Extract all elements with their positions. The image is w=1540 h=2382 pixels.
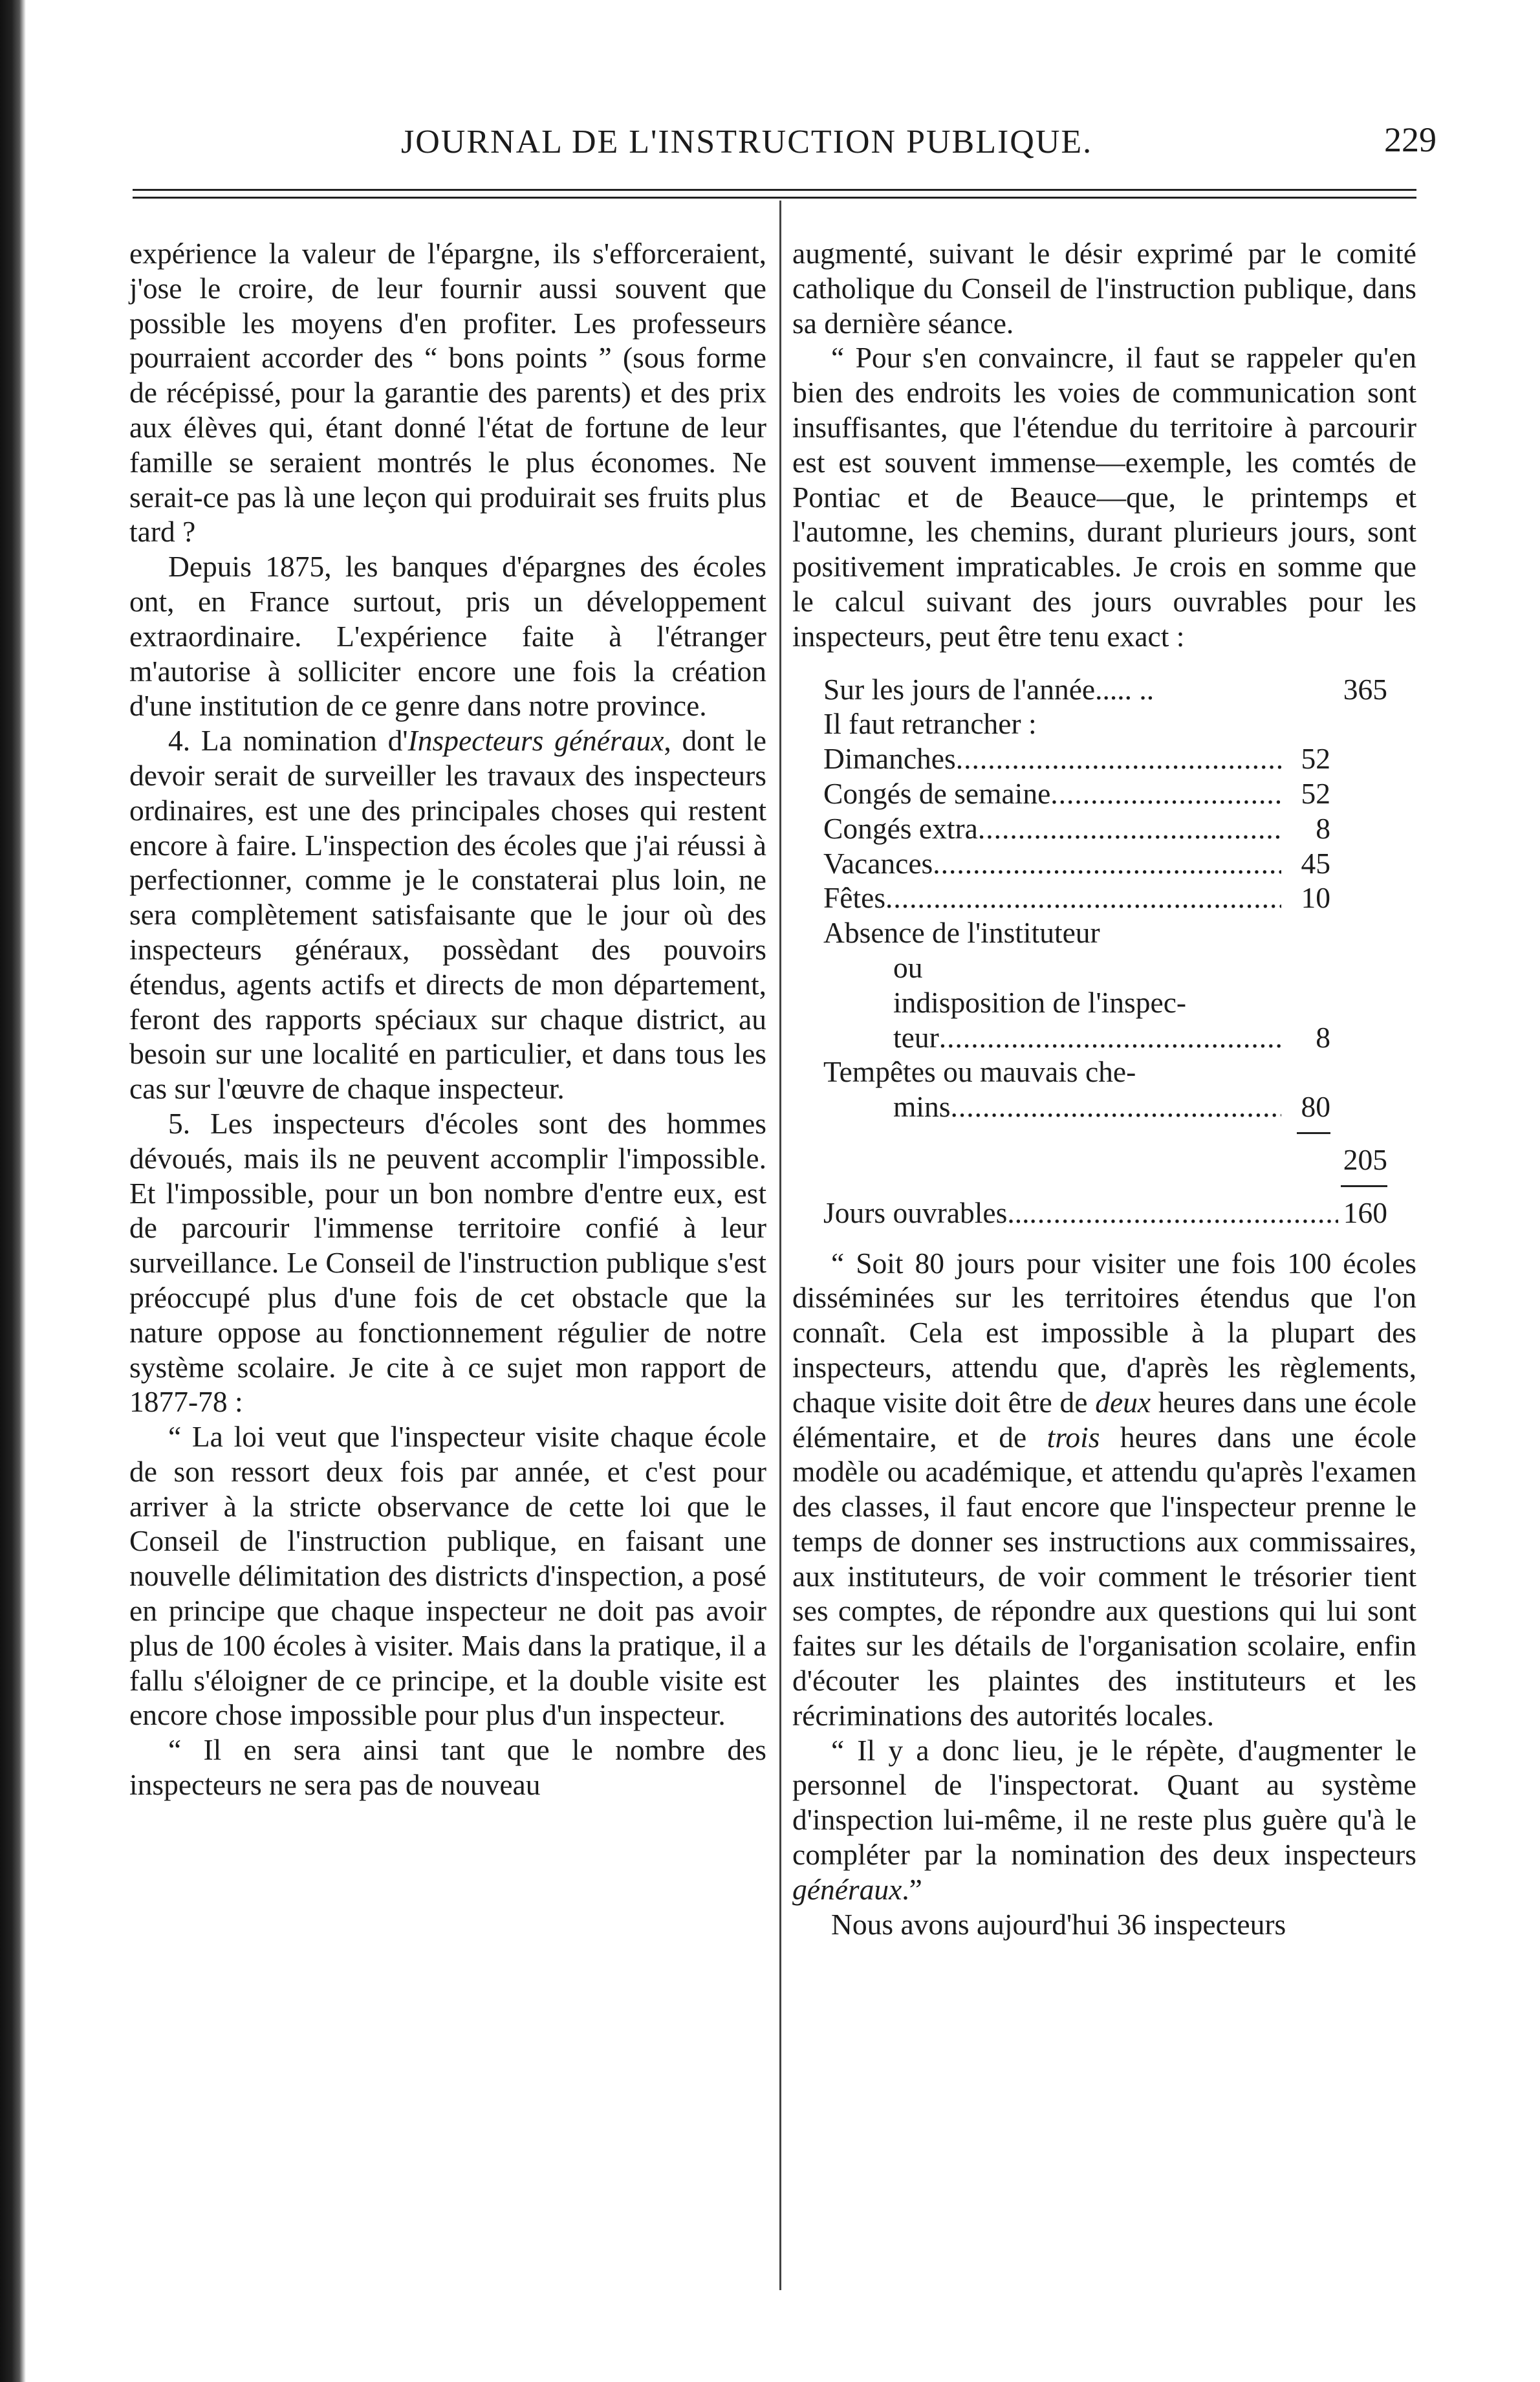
text-run: 4. La nomination d' xyxy=(168,724,408,758)
text-run: “ Il y a donc lieu, je le répète, d'augmenter le personnel de l'inspectorat. Quant au système d'inspection lui-même, il ne reste plus guère qu'à le compléter par la nomination des deux inspecteurs xyxy=(792,1733,1416,1872)
working-days-table xyxy=(823,672,1387,1230)
table-label: ou xyxy=(893,950,923,984)
table-row xyxy=(823,1089,1387,1124)
text-run: .” xyxy=(902,1872,922,1906)
table-row xyxy=(823,706,1387,741)
italic-text: Inspecteurs généraux xyxy=(407,724,664,758)
page-number: 229 xyxy=(1384,120,1437,159)
table-value: 80 xyxy=(1301,1090,1330,1124)
table-row xyxy=(823,950,1387,985)
paragraph: expérience la valeur de l'épargne, ils s'efforceraient, j'ose le croire, de leur fournir aussi souvent que possible les moyens d'en profiter. Les professeurs pourraient accorder des “ bons points ” (sous forme de récépissé, pour la garantie des parents) et des prix aux élèves qui, étant donné l'état de fortune de leur famille se seraient montrés le plus économes. Ne serait-ce pas là une leçon qui produirait ses fruits plus tard ? xyxy=(129,237,766,549)
text-run: heures dans une école modèle ou académique, et attendu qu'après l'examen des classes, il faut encore que l'inspecteur prenne le temps de donner ses instructions aux commissaires, aux instituteurs, de voir comment le trésorier tient ses comptes, de répondre aux questions qui lui sont faites sur les détails de l'organisation scolaire, enfin d'écouter les plaintes des instituteurs et les récriminations des autorités locales. xyxy=(792,1420,1416,1732)
table-value: 10 xyxy=(1301,881,1330,915)
column-divider xyxy=(779,201,781,2290)
italic-text: deux xyxy=(1095,1385,1151,1419)
italic-text: généraux xyxy=(792,1872,902,1906)
table-row xyxy=(823,1196,1387,1230)
table-value: 45 xyxy=(1301,846,1330,880)
paragraph: “ La loi veut que l'inspecteur visite chaque école de son ressort deux fois par année, et c'est pour arriver à la stricte observance de cette loi que le Conseil de l'instruction publique, en faisant une nouvelle délimitation des districts d'inspection, a posé en principe que chaque inspecteur ne doit pas avoir plus de 100 écoles à visiter. Mais dans la pratique, il a fallu s'éloigner de ce principe, et la double visite est encore chose impossible pour plus d'un inspecteur. xyxy=(129,1420,766,1732)
table-row xyxy=(823,1020,1387,1055)
paragraph: Depuis 1875, les banques d'épargnes des écoles ont, en France surtout, pris un développement extraordinaire. L'expérience faite à l'étranger m'autorise à solliciter encore une fois la création d'une institution de ce genre dans notre province. xyxy=(129,550,766,723)
table-label: Vacances xyxy=(823,846,933,880)
italic-text: trois xyxy=(1047,1420,1100,1454)
table-row xyxy=(823,985,1387,1020)
sum-rule xyxy=(823,1124,1387,1142)
sum-rule xyxy=(823,1177,1387,1196)
table-label: Fêtes xyxy=(823,881,886,915)
table-label: Jours ouvrables... xyxy=(823,1196,1030,1229)
table-label: Congés extra xyxy=(823,811,978,845)
paragraph xyxy=(792,1733,1416,1907)
paragraph: Nous avons aujourd'hui 36 inspecteurs xyxy=(831,1907,1286,1941)
paragraph: “ Pour s'en convaincre, il faut se rappeler qu'en bien des endroits les voies de communication sont insuffisantes, que l'étendue du territoire à parcourir est est souvent immense—exemple, les comtés de Pontiac et de Beauce—que, le printemps et l'automne, les chemins, durant plurieurs jours, sont positivement impraticables. Je crois en somme que le calcul suivant des jours ouvrables pour les inspecteurs, peut être tenu exact : xyxy=(792,341,1416,653)
running-header: JOURNAL DE L'INSTRUCTION PUBLIQUE. xyxy=(401,124,1093,160)
table-label: Sur les jours de l'année..... .. xyxy=(823,672,1155,706)
table-value: 52 xyxy=(1301,776,1330,810)
table-label: Absence de l'instituteur xyxy=(823,916,1100,950)
table-label: mins xyxy=(893,1090,951,1124)
table-row xyxy=(823,846,1387,881)
table-row xyxy=(823,811,1387,846)
left-column xyxy=(129,236,766,1802)
table-value: 8 xyxy=(1316,811,1330,845)
table-row xyxy=(823,915,1387,950)
text-run: , dont le devoir serait de surveiller les travaux des inspecteurs ordinaires, est une des principales choses qui restent encore à faire. L'inspection des écoles que j'ai réussi à perfectionner, comme je le constaterai plus loin, ne sera complètement satisfaisante que le jour où des inspecteurs généraux, possèdant des pouvoirs étendus, agents actifs et directs de mon département, feront des rapports spéciaux sur chaque district, au besoin sur une localité en particulier, et dans tous les cas sur l'œuvre de chaque inspecteur. xyxy=(129,724,766,1106)
table-value: 8 xyxy=(1316,1020,1330,1054)
table-row xyxy=(823,880,1387,915)
table-value: 52 xyxy=(1301,742,1330,776)
table-label: teur xyxy=(893,1020,939,1054)
header-rule-top xyxy=(133,189,1416,191)
table-value: 160 xyxy=(1343,1196,1387,1229)
table-label: indisposition de l'inspec- xyxy=(893,985,1187,1019)
paragraph: 5. Les inspecteurs d'écoles sont des hommes dévoués, mais ils ne peuvent accomplir l'impossible. Et l'impossible, pour un bon nombre d'entre eux, est de parcourir l'immense territoire confié à leur surveillance. Le Conseil de l'instruction publique s'est préoccupé plus d'une fois de cet obstacle que la nature oppose au fonctionnement régulier de notre système scolaire. Je cite à ce sujet mon rapport de 1877-78 : xyxy=(129,1106,766,1419)
table-row xyxy=(823,672,1387,707)
text-run: “ Soit 80 jours pour visiter une fois 100 écoles disséminées sur les territoires étendus que l'on connaît. Cela est impossible à la plupart des inspecteurs, attendu que, d'après les règlements, chaque visite doit être de xyxy=(792,1246,1416,1419)
paragraph xyxy=(129,723,766,1106)
table-row xyxy=(823,776,1387,811)
table-label: Dimanches xyxy=(823,742,956,776)
table-value: 365 xyxy=(1343,672,1387,706)
paragraph xyxy=(792,1246,1416,1733)
table-row xyxy=(823,1142,1387,1177)
table-label: Congés de semaine xyxy=(823,776,1051,810)
paragraph: augmenté, suivant le désir exprimé par le comité catholique du Conseil de l'instruction publique, dans sa dernière séance. xyxy=(792,237,1416,340)
text-run: heures dans une école élémentaire, et de xyxy=(792,1385,1416,1454)
right-column xyxy=(792,236,1416,1941)
table-row xyxy=(823,741,1387,776)
book-spine-shadow xyxy=(0,0,26,2382)
table-value: 205 xyxy=(1343,1142,1387,1176)
table-row xyxy=(823,1054,1387,1089)
header-rule-bottom xyxy=(133,197,1416,199)
paragraph: “ Il en sera ainsi tant que le nombre des inspecteurs ne sera pas de nouveau xyxy=(129,1733,766,1802)
table-label: Tempêtes ou mauvais che- xyxy=(823,1055,1136,1089)
table-label: Il faut retrancher : xyxy=(823,707,1037,741)
